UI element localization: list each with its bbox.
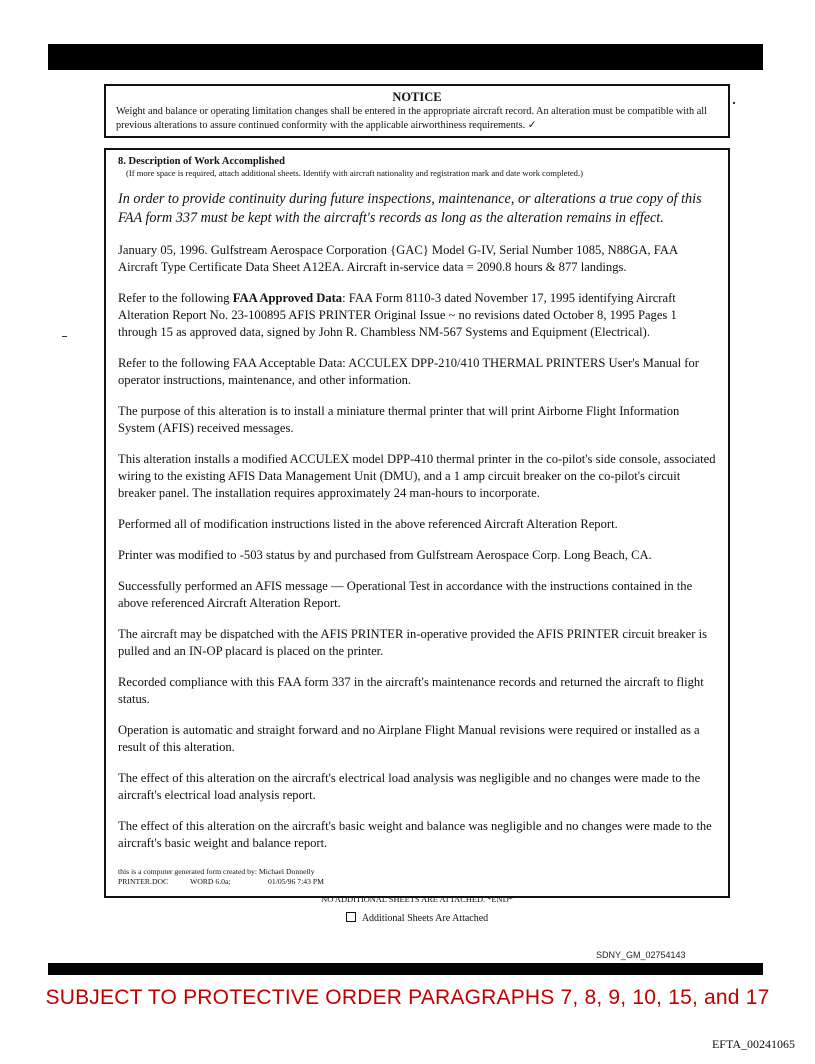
continuity-statement: In order to provide continuity during future inspections, maintenance, or alterations a true copy of this FAA form 337 must be kept with the aircraft's records as long as the alteration remains in effect. (118, 191, 702, 226)
top-redaction-bar (48, 44, 763, 70)
section-instructions: (If more space is required, attach additional sheets. Identify with aircraft nationality and registration mark and date work completed.) (126, 168, 583, 178)
approved-data-label: FAA Approved Data (232, 291, 343, 305)
dispatch-paragraph: The aircraft may be dispatched with the AFIS PRINTER in-operative provided the AFIS PRINTER circuit breaker is pulled and an IN-OP placard is placed on the printer. (118, 627, 707, 658)
bottom-redaction-bar (48, 963, 763, 975)
credit-line: this is a computer generated form created by: Michael Donnelly (118, 867, 315, 876)
efta-number: EFTA_00241065 (711, 1037, 795, 1051)
margin-mark (733, 102, 735, 104)
additional-sheets-checkbox[interactable] (346, 912, 356, 922)
modification-paragraph: Performed all of modification instructions listed in the above referenced Aircraft Alteration Report. (118, 517, 618, 531)
electrical-load-paragraph: The effect of this alteration on the aircraft's electrical load analysis was negligible and no changes were made to the aircraft's electrical load analysis report. (118, 771, 701, 802)
bates-number: SDNY_GM_02754143 (596, 950, 686, 960)
section-heading: 8. Description of Work Accomplished (118, 156, 285, 167)
file-info (118, 877, 716, 887)
margin-mark (62, 336, 67, 337)
additional-sheets-label: Additional Sheets Are Attached (361, 913, 489, 924)
end-note: NO ADDITIONAL SHEETS ARE ATTACHED. *END* (321, 895, 513, 904)
compliance-paragraph: Recorded compliance with this FAA form 337 in the aircraft's maintenance records and returned the aircraft to flight status. (118, 675, 704, 706)
file-name: PRINTER.DOC (118, 876, 169, 886)
test-paragraph: Successfully performed an AFIS message — Operational Test in accordance with the instructions contained in the above referenced Aircraft Alteration Report. (118, 579, 693, 610)
notice-title: NOTICE (392, 90, 442, 104)
file-datetime: 01/05/96 7:43 PM (268, 876, 324, 886)
additional-sheets-row (118, 912, 716, 924)
aircraft-info-paragraph: January 05, 1996. Gulfstream Aerospace Corporation {GAC} Model G-IV, Serial Number 1085, N88GA, FAA Aircraft Type Certificate Data Sheet A12EA. Aircraft in-service data = 2090.8 hours & 877 landings. (118, 243, 678, 274)
word-version: WORD 6.0a; (190, 876, 231, 886)
form-credit (118, 867, 716, 886)
notice-text: Weight and balance or operating limitation changes shall be entered in the appropriate aircraft record. An alteration must be compatible with all previous alterations to assure continued conformity with the applicable airworthiness requirements. ✓ (116, 106, 708, 131)
protective-order-notice: SUBJECT TO PROTECTIVE ORDER PARAGRAPHS 7, 8, 9, 10, 15, and 17 (45, 986, 770, 1009)
installation-paragraph: This alteration installs a modified ACCULEX model DPP-410 thermal printer in the co-pilot's side console, associated wiring to the existing AFIS Data Management Unit (DMU), and a 1 amp circuit breaker on the co-pilot's circuit breaker panel. The installation requires approximately 24 man-hours to incorporate. (118, 452, 716, 500)
acceptable-data-paragraph: Refer to the following FAA Acceptable Data: ACCULEX DPP-210/410 THERMAL PRINTERS User's Manual for operator instructions, maintenance, and other information. (118, 356, 699, 387)
purpose-paragraph: The purpose of this alteration is to install a miniature thermal printer that will print Airborne Flight Information System (AFIS) received messages. (118, 404, 680, 435)
notice-box (104, 84, 730, 138)
approved-data-paragraph (118, 290, 716, 341)
approved-data-body: : FAA Form 8110-3 dated November 17, 1995 identifying Aircraft Alteration Report No. 23-100895 AFIS PRINTER Original Issue ~ no revisions dated October 8, 1995 Pages 1 through 15 as approved data, signed by John R. Chambless NM-567 Systems and Equipment (Electrical). (118, 291, 677, 339)
approved-data-lead: Refer to the following (118, 291, 233, 305)
printer-status-paragraph: Printer was modified to -503 status by and purchased from Gulfstream Aerospace Corp. Long Beach, CA. (118, 548, 652, 562)
operation-paragraph: Operation is automatic and straight forward and no Airplane Flight Manual revisions were required or installed as a result of this alteration. (118, 723, 700, 754)
weight-balance-paragraph: The effect of this alteration on the aircraft's basic weight and balance was negligible and no changes were made to the aircraft's basic weight and balance report. (118, 819, 712, 850)
description-of-work-box (104, 148, 730, 924)
